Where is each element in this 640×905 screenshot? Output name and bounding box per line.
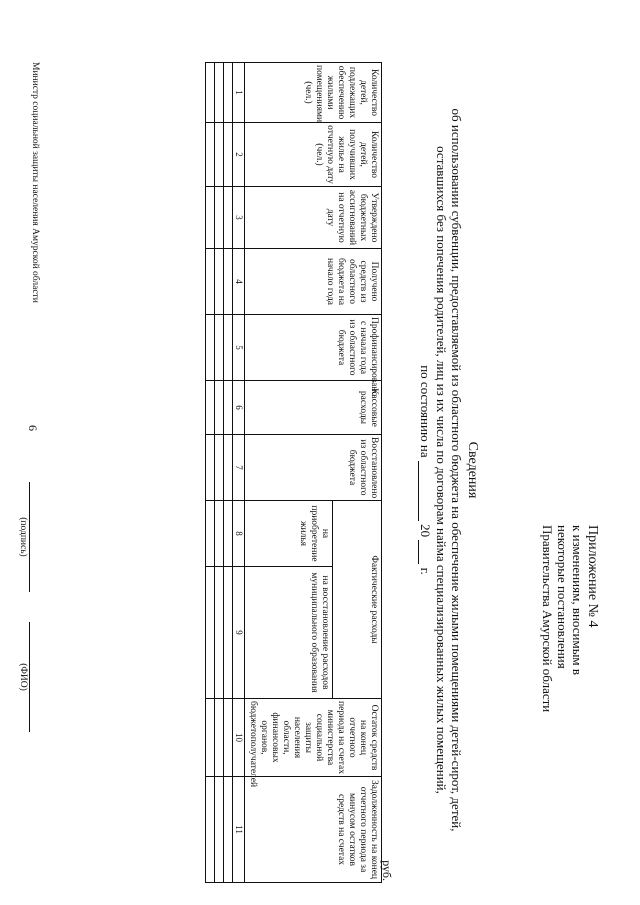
column-number: 10 [233,699,245,777]
column-number: 4 [233,249,245,315]
header-cell: Утверждено бюджетных ассигнований на отчетную дату [245,187,382,249]
table-cell[interactable] [215,567,224,699]
column-number-row [233,63,245,883]
signature-caption: (подпись) [18,517,28,557]
title-line-2: оставшихся без попечения родителей, лиц из их числа по договорам найма специализированных жилых помещений, [434,146,449,794]
table-cell[interactable] [206,249,215,315]
header-cell: на приобретение жилья [245,501,333,567]
table-cell[interactable] [224,123,233,187]
currency-unit: руб. [380,860,394,881]
title-date-line [418,80,433,860]
column-number: 2 [233,123,245,187]
signature-line[interactable] [29,482,40,592]
table-cell[interactable] [206,777,215,883]
table-cell[interactable] [215,249,224,315]
appendix-block [540,525,600,825]
column-number: 3 [233,187,245,249]
table-cell[interactable] [206,63,215,123]
header-cell: Количество детей, получивших жилье на отчетную дату (чел.) [245,123,382,187]
table-cell[interactable] [206,567,215,699]
report-table [205,62,382,883]
signature-block [12,62,52,882]
table-cell[interactable] [206,699,215,777]
appendix-title: Приложение № 4 [585,525,600,628]
header-cell: Восстановлено из областного бюджета [245,435,382,501]
header-cell: Остаток средств на конец отчетного периода на счетах министерства социальной защиты населения области, финансовых органов, бюджетополучателей [245,699,382,777]
table-cell[interactable] [224,777,233,883]
table-cell[interactable] [224,501,233,567]
table-cell[interactable] [215,315,224,381]
table-row [224,63,233,883]
column-number: 8 [233,501,245,567]
table-cell[interactable] [224,699,233,777]
column-number: 5 [233,315,245,381]
table-cell[interactable] [206,501,215,567]
table-cell[interactable] [206,315,215,381]
table-cell[interactable] [215,777,224,883]
header-row-1 [333,63,382,883]
column-number: 1 [233,63,245,123]
column-number: 6 [233,381,245,435]
header-group-cell: Фактические расходы [333,501,382,699]
table-row [206,63,215,883]
document-title [418,80,480,860]
table-cell[interactable] [206,435,215,501]
header-cell: Кассовые расходы [245,381,382,435]
minister-position: Министр социальной защиты населения Амурской области [30,62,40,303]
header-cell: Получено средств из областного бюджета на начало года [245,249,382,315]
name-line[interactable] [29,622,40,732]
table-cell[interactable] [206,381,215,435]
date-blank-field [418,461,431,521]
table-cell[interactable] [215,123,224,187]
title-line-1: об использовании субвенции, предоставляемой из областного бюджета на обеспечение жилыми помещениями детей-сирот, детей, [449,108,464,832]
appendix-line: Правительства Амурской области [540,525,555,713]
header-cell: Профинансировано с начала года из областного бюджета [245,315,382,381]
table-cell[interactable] [224,315,233,381]
table-cell[interactable] [224,567,233,699]
table-cell[interactable] [224,381,233,435]
table-cell[interactable] [215,381,224,435]
table-cell[interactable] [215,501,224,567]
year-blank-field [418,540,431,564]
appendix-line: некоторые постановления [555,525,570,669]
table-cell[interactable] [224,435,233,501]
table-cell[interactable] [224,63,233,123]
table-cell[interactable] [215,699,224,777]
header-cell: на восстановление расходов муниципального образования [245,567,333,699]
table-cell[interactable] [206,187,215,249]
date-prefix: по состоянию на [418,365,433,458]
header-cell: Задолженность на конец отчетного периода за минусом остатков средств на счетах [245,777,382,883]
column-number: 9 [233,567,245,699]
title-main: Сведения [465,441,480,499]
column-number: 7 [233,435,245,501]
table-row [215,63,224,883]
column-number: 11 [233,777,245,883]
table-cell[interactable] [206,123,215,187]
table-cell[interactable] [215,187,224,249]
table-cell[interactable] [215,435,224,501]
name-caption: (ФИО) [18,663,28,691]
table-cell[interactable] [215,63,224,123]
header-cell: Количество детей, подлежащих обеспечению жилыми помещениями (чел.) [245,63,382,123]
appendix-line: к изменениям, вносимым в [570,525,585,676]
table-cell[interactable] [224,249,233,315]
table-cell[interactable] [224,187,233,249]
date-suffix: г. [418,567,433,575]
page-number: 6 [26,425,40,431]
date-year: 20 [418,524,433,538]
